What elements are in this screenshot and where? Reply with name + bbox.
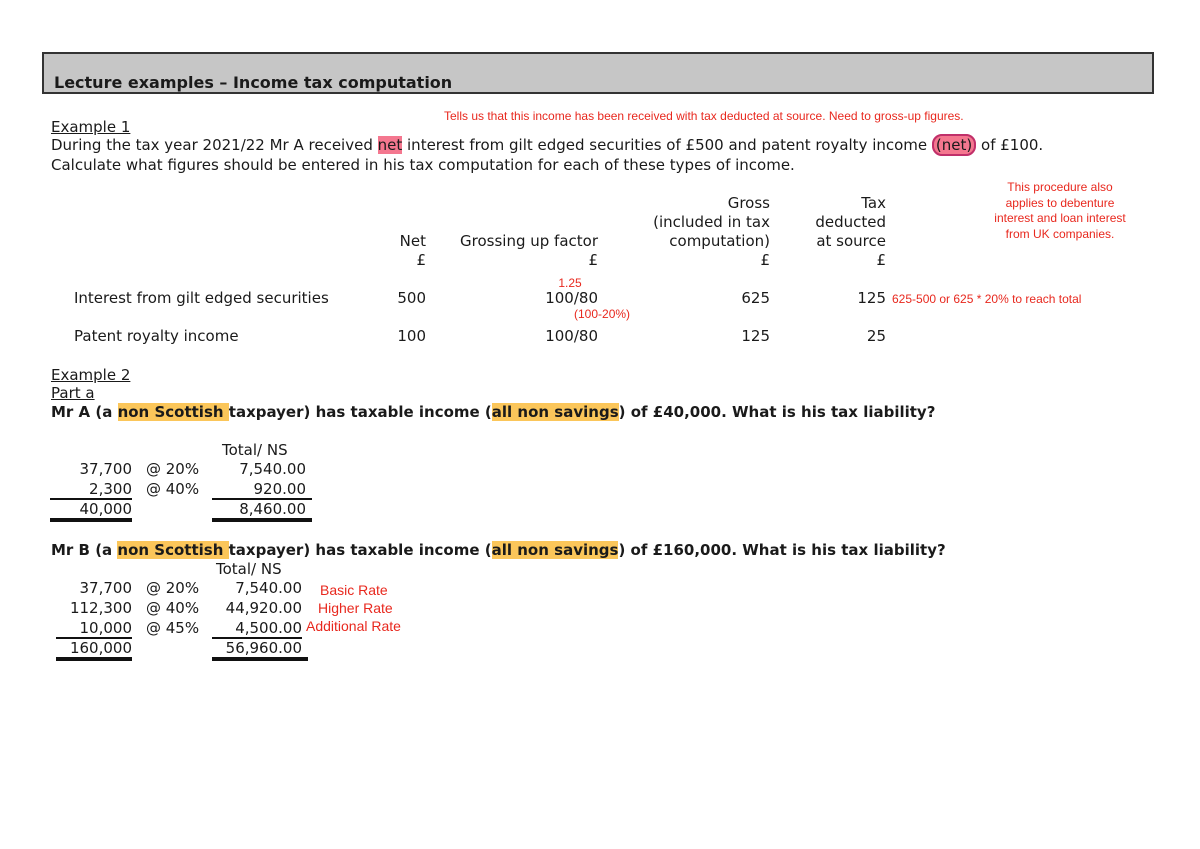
- highlight-non-scottish: non Scottish: [117, 403, 229, 421]
- table-a-amount-1: 37,700: [79, 460, 132, 478]
- highlight-all-non-savings-b: all non savings: [491, 541, 619, 559]
- row-1-net: 500: [397, 289, 426, 307]
- highlight-net-circled: (net): [932, 134, 976, 156]
- highlight-all-non-savings: all non savings: [491, 403, 619, 421]
- table-b-rate-2: @ 40%: [146, 599, 200, 617]
- tax-calc-note: 625-500 or 625 * 20% to reach total: [892, 292, 1082, 306]
- header-grossing-up: Grossing up factor: [460, 232, 598, 250]
- example-1-heading: Example 1: [51, 118, 131, 136]
- table-b-total-3: 4,500.00: [212, 619, 302, 639]
- table-b-rate-3: @ 45%: [146, 619, 200, 637]
- table-a-rate-2: @ 40%: [146, 480, 200, 498]
- table-a-amount-2: 2,300: [50, 480, 132, 500]
- table-b-header: Total/ NS: [216, 560, 282, 578]
- part-a-heading: Part a: [51, 384, 95, 402]
- table-b-sum-total: 56,960.00: [212, 639, 308, 661]
- table-a-header: Total/ NS: [222, 441, 288, 459]
- title-bar: [42, 52, 1154, 94]
- highlight-non-scottish-b: non Scottish: [117, 541, 229, 559]
- header-tax-3: at source: [816, 232, 886, 250]
- row-1-tax: 125: [857, 289, 886, 307]
- note-additional-rate: Additional Rate: [306, 618, 401, 634]
- row-2-factor: 100/80: [545, 327, 598, 345]
- row-1-factor: 100/80: [545, 289, 598, 307]
- table-b-total-1: 7,540.00: [235, 579, 302, 597]
- header-tax-pound: £: [876, 251, 886, 269]
- page-title: Lecture examples – Income tax computation: [54, 73, 453, 92]
- factor-note-top: 1.25: [558, 276, 582, 290]
- example-2-heading: Example 2: [51, 366, 131, 384]
- table-b-amount-3: 10,000: [56, 619, 132, 639]
- question-mr-a: Mr A (a non Scottish taxpayer) has taxable income (all non savings) of £40,000. What is his tax liability?: [51, 403, 936, 421]
- table-a-total-2: 920.00: [212, 480, 312, 500]
- table-b-amount-2: 112,300: [69, 599, 132, 617]
- side-note-debenture: This procedure also applies to debenture interest and loan interest from UK companies.: [994, 180, 1126, 241]
- row-2-net: 100: [397, 327, 426, 345]
- table-a-sum-total: 8,460.00: [212, 500, 312, 522]
- row-2-gross: 125: [741, 327, 770, 345]
- example-1-line-1: During the tax year 2021/22 Mr A received net interest from gilt edged securities of £500 and patent royalty income (net) of £100.: [51, 136, 1044, 154]
- table-a-sum-amount: 40,000: [50, 500, 132, 522]
- note-basic-rate: Basic Rate: [320, 582, 388, 598]
- header-gross-pound: £: [760, 251, 770, 269]
- note-higher-rate: Higher Rate: [318, 600, 393, 616]
- annotation-gross-up: Tells us that this income has been received with tax deducted at source. Need to gross-up figures.: [444, 109, 964, 123]
- table-b-sum-amount: 160,000: [56, 639, 132, 661]
- header-grossing-pound: £: [588, 251, 598, 269]
- row-1-gross: 625: [741, 289, 770, 307]
- header-net-pound: £: [416, 251, 426, 269]
- header-net: Net: [399, 232, 426, 250]
- question-mr-b: Mr B (a non Scottish taxpayer) has taxable income (all non savings) of £160,000. What is his tax liability?: [51, 541, 946, 559]
- header-gross-1: Gross: [727, 194, 770, 212]
- highlight-net: net: [377, 136, 403, 154]
- table-a-rate-1: @ 20%: [146, 460, 200, 478]
- header-gross-3: computation): [669, 232, 770, 250]
- row-1-label: Interest from gilt edged securities: [74, 289, 329, 307]
- row-2-label: Patent royalty income: [74, 327, 239, 345]
- table-b-amount-1: 37,700: [79, 579, 132, 597]
- row-2-tax: 25: [866, 327, 886, 345]
- factor-note-bottom: (100-20%): [574, 307, 631, 321]
- header-tax-2: deducted: [815, 213, 886, 231]
- table-b-total-2: 44,920.00: [225, 599, 302, 617]
- table-b-rate-1: @ 20%: [146, 579, 200, 597]
- header-tax-1: Tax: [861, 194, 886, 212]
- example-1-line-2: Calculate what figures should be entered in his tax computation for each of these types of income.: [51, 156, 795, 174]
- header-gross-2: (included in tax: [653, 213, 770, 231]
- table-a-total-1: 7,540.00: [239, 460, 306, 478]
